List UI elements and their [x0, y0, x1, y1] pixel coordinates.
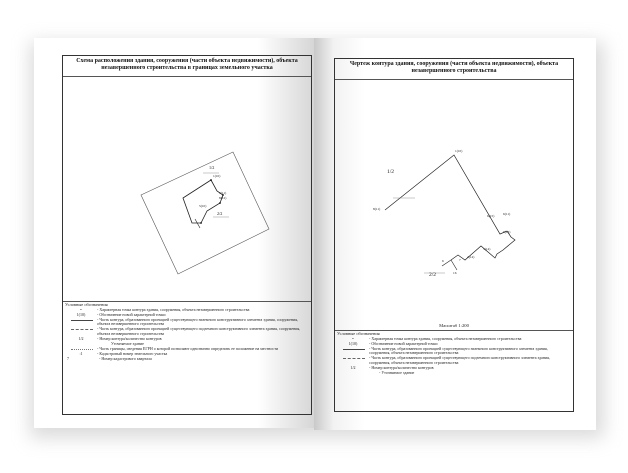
legend-item: - Часть контура, образованного проекцией существующего наземного конструктивного элемента здания, сооружения, объекта незавершенного строительства [337, 347, 570, 356]
left-page-title: Схема расположения здания, сооружения (части объекта недвижимости), объекта незавершенного строительства в границах земельного участка [76, 58, 298, 71]
point-label: 16 [453, 271, 457, 275]
scale-label: Масштаб 1:200 [439, 323, 469, 328]
left-site-diagram [63, 77, 311, 297]
contour-label-1-2: 1/2 [387, 169, 395, 175]
legend-item: - Часть контура, образованного проекцией существующего наземного конструктивного элемента здания, сооружения, объекта незавершенного строительства [65, 318, 308, 327]
legend-item: - Часть контура, образованного проекцией существующего подземного конструктивного элемента здания, сооружения, объекта незавершенного строительства [337, 356, 570, 365]
point-label: 6(11) [503, 212, 511, 216]
left-page-frame [62, 55, 312, 415]
left-legend [65, 303, 308, 361]
point-marker [219, 202, 221, 204]
contour-segment [451, 260, 457, 270]
legend-item: - Уточняемое здание [379, 369, 415, 375]
legend-item: • - Характерная точка контура здания, сооружения, объекта незавершенного строительства [352, 336, 522, 341]
legend-item: - Часть границы, сведения ЕГРН о которой позволяют однозначно определить ее положение на местности [65, 347, 308, 351]
point-marker [200, 222, 202, 224]
contour-label-2-2: 2/2 [429, 272, 437, 278]
point-label: 4(14) [467, 255, 475, 259]
solid-line-symbol [343, 349, 365, 350]
legend-item: :1 - Кадастровый номер земельного участка [79, 350, 168, 356]
point-label: 9(13) [503, 230, 511, 234]
legend-item: 1(10) - Обозначение новой характерной точки [348, 341, 438, 346]
right-page [314, 38, 596, 430]
solid-line-symbol [71, 320, 93, 321]
point-marker [210, 179, 212, 181]
right-page-frame [334, 58, 574, 412]
left-page [34, 38, 314, 428]
dotted-line-symbol [71, 349, 93, 350]
legend-item: 1/2 - Номер контура/количество контуров [78, 335, 162, 341]
dashed-line-symbol [71, 329, 93, 330]
point-label: 9(11) [219, 191, 227, 195]
legend-item: 1(10) - Обозначение новой характерной точки [76, 312, 166, 317]
point-label: 8(12) [219, 196, 227, 200]
legend-item: 1/2 - Номер контура/количество контуров [350, 364, 434, 370]
building-contour [385, 155, 515, 260]
point-label: 6 [442, 259, 444, 263]
legend-item: - Часть контура, образованного проекцией существующего подземного конструктивного элемента здания, сооружения, объекта незавершенного строительства [65, 327, 308, 336]
right-contour-drawing [335, 80, 573, 300]
contour-label-2-2: 2/2 [217, 211, 223, 216]
right-legend [337, 332, 570, 375]
legend-item: • - Характерная точка контура здания, сооружения, объекта незавершенного строительства [80, 307, 250, 312]
right-page-title: Чертеж контура здания, сооружения (части объекта недвижимости), объекта незавершенного строительства [349, 61, 559, 74]
point-label: 1(10) [455, 149, 463, 153]
contour-segment [195, 219, 200, 228]
legend-item: 7 - Номер кадастрового квартала [67, 355, 152, 361]
point-label: 1(10) [213, 174, 221, 178]
point-label: 6(15) [487, 214, 495, 218]
building-contour [183, 180, 223, 223]
point-label: 5(14) [483, 247, 491, 251]
contour-label-1-2: 1/2 [209, 165, 215, 170]
legend-heading: Условные обозначения [337, 331, 380, 336]
legend-item: Уточняемое здание [111, 340, 144, 346]
point-label: 7 [459, 258, 461, 262]
point-label: 5(10) [199, 204, 207, 208]
land-plot-boundary [141, 152, 269, 274]
point-label: 8(11) [373, 207, 381, 211]
legend-heading: Условные обозначения [65, 302, 108, 307]
dashed-line-symbol [343, 358, 365, 359]
